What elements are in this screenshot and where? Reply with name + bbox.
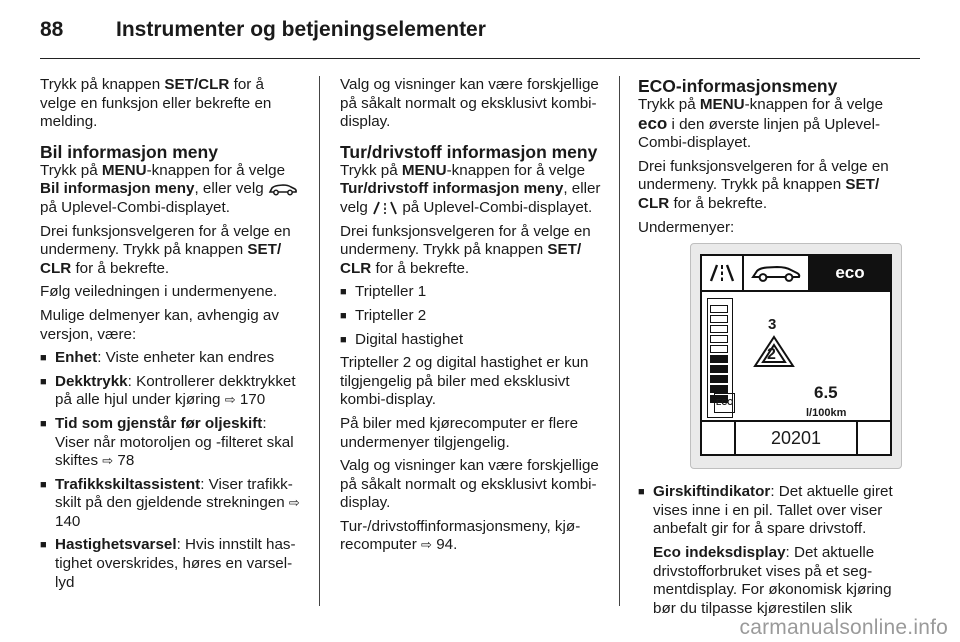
display-tab-vehicle — [744, 256, 810, 290]
eco-display-illustration — [690, 243, 902, 469]
column-divider — [619, 76, 620, 606]
display-tab-trip — [702, 256, 744, 290]
list-item: ■ Hastighetsvarsel: Hvis innstilt hastighet overskrides, høres en varsellyd — [40, 536, 302, 592]
list-item: ■ Dekktrykk: Kontrollerer dekktrykket på alle hjul under kjøring ⇨ 170 — [40, 373, 302, 410]
list-item: ■ Tripteller 2 — [340, 307, 602, 326]
eco-index-segment — [710, 365, 728, 373]
eco-symbol: eco — [638, 113, 668, 133]
page-number: 88 — [40, 18, 64, 41]
page-ref-icon: ⇨ — [288, 495, 300, 511]
page-ref[interactable]: 140 — [55, 512, 81, 530]
odometer: 20201 — [770, 427, 822, 448]
page-ref-icon: ⇨ — [224, 392, 236, 408]
column-1 — [40, 76, 302, 597]
page-ref-icon: ⇨ — [102, 453, 114, 469]
section-heading-vehicle-info: Bil informasjon meny — [40, 141, 218, 162]
paragraph: Trykk på MENU-knappen for å velge eco i den øverste linjen på Uplevel-Combi-displayet. — [638, 96, 884, 152]
paragraph: Trykk på MENU-knappen for å velge Tur/drivstoff informasjon meny, eller velg på Uplevel-Combi-displayet. — [340, 161, 601, 216]
submenu-list — [340, 283, 602, 349]
eco-index-segment — [710, 325, 728, 333]
page-ref[interactable]: 170 — [239, 391, 266, 409]
eco-index-segment — [710, 315, 728, 323]
paragraph: Drei funksjonsvelgeren for å velge en undermeny. Trykk på knappen SET/ CLR for å bekrefte. — [40, 222, 291, 277]
submenu-list — [638, 483, 903, 539]
list-item: ■ Enhet: Viste enheter kan endres — [40, 349, 302, 368]
eco-index-segment — [710, 345, 728, 353]
submenu-list — [40, 349, 302, 592]
paragraph: Tripteller 2 og digital hastighet er kun tilgjengelig på biler med eksklusivt kombi-display. — [340, 354, 589, 409]
display-tab-eco: eco — [810, 256, 890, 290]
road-icon — [372, 201, 398, 215]
eco-index-segment — [710, 335, 728, 343]
list-item: ■ Trafikkskiltassistent: Viser trafikkskilt på den gjeldende strekningen ⇨ 140 — [40, 476, 302, 532]
paragraph: Valg og visninger kan være forskjellige på såkalt normalt og eksklusivt kombi-display. — [340, 457, 599, 512]
paragraph: Tur-/drivstoffinformasjonsmeny, kjørecomputer ⇨ 94. — [340, 517, 581, 554]
display-top-bar — [702, 256, 890, 292]
combi-display — [700, 254, 892, 456]
eco-index-label: ECO — [714, 393, 735, 414]
column-divider — [319, 76, 320, 606]
display-bottom-bar — [702, 420, 890, 454]
eco-index-segment — [710, 355, 728, 363]
page-header — [40, 18, 486, 42]
road-icon — [708, 264, 736, 282]
eco-index-gauge — [707, 298, 733, 418]
eco-index-segment — [710, 375, 728, 383]
paragraph: Trykk på MENU-knappen for å velge Bil informasjon meny, eller velg på Uplevel-Combi-displayet. — [40, 162, 302, 218]
column-2 — [340, 76, 602, 560]
fuel-consumption-value: 6.5 — [814, 383, 838, 403]
section-heading-trip-fuel: Tur/drivstoff informasjon meny — [340, 141, 598, 162]
paragraph: Drei funksjonsvelgeren for å velge en undermeny. Trykk på knappen SET/ CLR for å bekrefte. — [340, 222, 591, 277]
list-item: ■ Tid som gjenstår før oljeskift: Viser når motoroljen og -filteret skal skiftes ⇨ 78 — [40, 415, 302, 471]
display-main-area — [702, 292, 890, 420]
section-heading-eco-info: ECO-informasjonsmeny — [638, 76, 838, 96]
list-item: ■ Tripteller 1 — [340, 283, 602, 302]
column-3 — [638, 76, 903, 623]
chapter-title: Instrumenter og betjeningselementer — [116, 18, 486, 41]
paragraph: Følg veiledningen i undermenyene. — [40, 283, 278, 301]
recommended-gear: 3 — [768, 316, 777, 334]
car-icon — [268, 182, 298, 196]
paragraph: Eco indeksdisplay: Det aktuelle drivstofforbruket vises på et segmentdisplay. For økonomisk kjøring bør du tilpasse kjørestilen slik — [653, 543, 892, 617]
page-ref[interactable]: 94 — [436, 536, 454, 554]
header-divider — [40, 58, 920, 59]
page-ref[interactable]: 78 — [117, 452, 135, 470]
page-ref-icon: ⇨ — [421, 537, 432, 553]
paragraph: Drei funksjonsvelgeren for å velge en undermeny. Trykk på knappen SET/ CLR for å bekrefte. — [638, 157, 889, 212]
eco-index-segment — [710, 305, 728, 313]
current-gear: 2 — [767, 346, 776, 364]
watermark: carmanualsonline.info — [739, 616, 948, 639]
car-icon — [750, 263, 802, 283]
paragraph: På biler med kjørecomputer er flere undermenyer tilgjengelig. — [340, 414, 579, 451]
intro-paragraph: Trykk på knappen SET/CLR for å velge en funksjon eller bekrefte en melding. — [40, 76, 272, 131]
list-item: ■ Digital hastighet — [340, 331, 602, 350]
paragraph: Mulige delmenyer kan, avhengig av versjon, være: — [40, 306, 279, 343]
paragraph: Undermenyer: — [638, 218, 735, 236]
fuel-consumption-unit: l/100km — [806, 407, 847, 420]
paragraph: Valg og visninger kan være forskjellige på såkalt normalt og eksklusivt kombi-display. — [340, 76, 599, 131]
list-item: ■ Girskiftindikator: Det aktuelle giret vises inne i en pil. Tallet over viser anbefalt gir for å spare drivstoff. — [638, 483, 903, 539]
